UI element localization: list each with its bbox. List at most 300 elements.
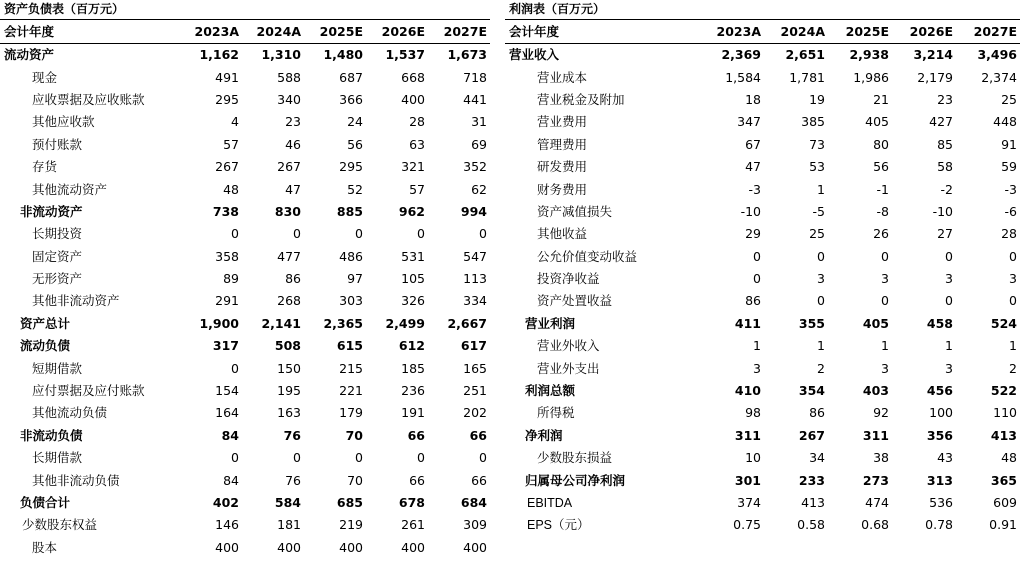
income-statement-cell: -2 [940,181,953,197]
balance-sheet-cell: 66 [471,472,487,488]
income-statement-row-label: 利润总额 [525,383,576,399]
income-statement-cell: 3 [945,360,953,376]
balance-sheet-row-label: 资产总计 [20,315,71,331]
balance-sheet-row-label: 其他非流动资产 [32,293,120,309]
balance-sheet-cell: 1,537 [385,47,425,63]
balance-sheet-cell: 588 [277,69,301,85]
income-statement-cell: 0.58 [797,517,825,533]
income-statement-cell: 3 [1009,271,1017,287]
income-statement-cell: 19 [809,91,825,107]
balance-sheet-row [0,268,490,290]
balance-sheet-cell: 366 [339,91,363,107]
income-statement-row-label: 资产处置收益 [537,293,613,309]
balance-sheet-cell: 0 [355,226,363,242]
balance-sheet-row [0,223,490,245]
balance-sheet-cell: 84 [221,427,239,443]
balance-sheet-cell: 219 [339,517,363,533]
income-statement-cell: -3 [748,181,761,197]
balance-sheet-cell: 48 [223,181,239,197]
income-statement-cell: 3 [753,360,761,376]
income-statement-cell: -10 [740,203,761,219]
income-statement-cell: 3,214 [913,47,953,63]
income-statement-cell: 3 [945,271,953,287]
income-statement-cell: 38 [873,450,889,466]
income-statement-title: 利润表（百万元） [505,0,1020,20]
income-statement-cell: 301 [734,472,761,488]
income-statement-cell: 53 [809,159,825,175]
income-statement-row [505,357,1020,379]
balance-sheet-row-label: 其他应收款 [32,114,95,130]
income-statement-cell: 413 [801,495,825,510]
balance-sheet-cell: 0 [293,450,301,466]
balance-sheet-row [0,447,490,469]
balance-sheet-cell: 66 [407,427,425,443]
balance-sheet-header-year: 2026E [366,20,428,44]
income-statement-cell: 448 [993,114,1017,130]
income-statement-cell: 273 [862,472,889,488]
income-statement-cell: 403 [862,383,889,399]
balance-sheet-row [0,178,490,200]
income-statement-row [505,89,1020,111]
income-statement-cell: 48 [1001,450,1017,466]
balance-sheet-cell: 0 [355,450,363,466]
income-statement-table [505,20,1020,537]
balance-sheet-cell: 86 [285,271,301,287]
income-statement-cell: -5 [812,203,825,219]
balance-sheet-cell: 2,141 [261,315,301,331]
balance-sheet-cell: 70 [347,472,363,488]
income-statement-cell: 3 [881,271,889,287]
balance-sheet-cell: 70 [345,427,363,443]
income-statement-cell: 413 [990,427,1017,443]
balance-sheet-cell: 23 [285,114,301,130]
income-statement-cell: 0 [817,293,825,309]
balance-sheet-cell: 221 [339,383,363,399]
balance-sheet-row-label: 非流动资产 [20,203,83,219]
balance-sheet-cell: 1,900 [199,315,239,331]
income-statement-row [505,380,1020,402]
balance-sheet-cell: 0 [293,226,301,242]
income-statement-cell: 110 [993,405,1017,421]
income-statement-row [505,268,1020,290]
income-statement-row-label: 营业收入 [509,47,560,63]
balance-sheet-row [0,66,490,88]
balance-sheet-row [0,201,490,223]
balance-sheet-cell: 2,499 [385,315,425,331]
balance-sheet-cell: 165 [463,360,487,376]
balance-sheet-row-label: 其他流动资产 [32,181,108,197]
balance-sheet-cell: 718 [463,69,487,85]
balance-sheet-cell: 402 [212,495,239,510]
income-statement-cell: 10 [745,450,761,466]
balance-sheet-cell: 615 [336,338,363,354]
balance-sheet-cell: 31 [471,114,487,130]
balance-sheet-row [0,402,490,424]
income-statement-cell: 1 [753,338,761,354]
balance-sheet-cell: 295 [339,159,363,175]
balance-sheet-cell: 4 [231,114,239,130]
income-statement-cell: 458 [926,315,953,331]
balance-sheet-table [0,20,490,559]
income-statement-cell: 2,374 [981,69,1017,85]
income-statement-header-year: 2024A [764,20,828,44]
balance-sheet-cell: 531 [401,248,425,264]
balance-sheet-header-row [0,20,490,44]
income-statement-cell: 2,938 [849,47,889,63]
balance-sheet-cell: 113 [463,271,487,287]
income-statement-cell: 1,584 [725,69,761,85]
balance-sheet-row-label: 负债合计 [20,495,71,510]
balance-sheet-cell: 57 [223,136,239,152]
balance-sheet-row-label: 流动资产 [4,47,55,63]
balance-sheet-cell: 267 [277,159,301,175]
income-statement-cell: 3 [881,360,889,376]
balance-sheet-cell: 261 [401,517,425,533]
income-statement-cell: 311 [862,427,889,443]
balance-sheet-cell: 508 [274,338,301,354]
balance-sheet-header-year: 2025E [304,20,366,44]
income-statement-cell: 456 [926,383,953,399]
balance-sheet-cell: 291 [215,293,239,309]
balance-sheet-row [0,290,490,312]
income-statement-cell: 43 [937,450,953,466]
balance-sheet-cell: 486 [339,248,363,264]
balance-sheet-row [0,111,490,133]
income-statement-cell: 3,496 [977,47,1017,63]
income-statement-cell: 0 [753,271,761,287]
income-statement-row [505,111,1020,133]
income-statement-row-label: 其他收益 [537,226,588,242]
income-statement-row [505,201,1020,223]
income-statement-row-label: 公允价值变动收益 [537,248,638,264]
balance-sheet-row-label: 长期投资 [32,226,83,242]
balance-sheet-cell: 584 [274,495,301,510]
balance-sheet-row-label: 其他非流动负债 [32,472,120,488]
income-statement-cell: 1 [881,338,889,354]
balance-sheet-row [0,514,490,536]
income-statement-cell: 411 [734,315,761,331]
balance-sheet-cell: 89 [223,271,239,287]
balance-sheet-cell: 2,365 [323,315,363,331]
income-statement-row [505,134,1020,156]
balance-sheet-row [0,537,490,559]
income-statement-cell: -8 [876,203,889,219]
income-statement-row [505,178,1020,200]
balance-sheet-cell: 303 [339,293,363,309]
income-statement-row [505,335,1020,357]
income-statement-cell: 34 [809,450,825,466]
balance-sheet-cell: 63 [409,136,425,152]
balance-sheet-row [0,380,490,402]
income-statement-row-label: 财务费用 [537,181,588,197]
balance-sheet-cell: 617 [460,338,487,354]
balance-sheet-cell: 28 [409,114,425,130]
balance-sheet-cell: 334 [463,293,487,309]
income-statement-cell: 0 [881,248,889,264]
balance-sheet-cell: 1,310 [261,47,301,63]
income-statement-cell: 609 [993,495,1017,510]
income-statement-header-year: 2026E [892,20,956,44]
balance-sheet-cell: 400 [401,539,425,555]
income-statement-cell: 1,781 [789,69,825,85]
balance-sheet-row-label: 固定资产 [32,248,83,264]
balance-sheet-cell: 97 [347,271,363,287]
balance-sheet-cell: 105 [401,271,425,287]
balance-sheet-cell: 0 [231,226,239,242]
income-statement-cell: 347 [737,114,761,130]
balance-sheet-cell: 66 [409,472,425,488]
income-statement-row [505,514,1020,536]
balance-sheet-row [0,89,490,111]
income-statement-cell: 311 [734,427,761,443]
balance-sheet-row-label: 长期借款 [32,450,83,466]
balance-sheet-cell: 46 [285,136,301,152]
balance-sheet-cell: 321 [401,159,425,175]
balance-sheet-cell: 317 [212,338,239,354]
income-statement-cell: 28 [1001,226,1017,242]
income-statement-cell: 374 [737,495,761,510]
income-statement-row-label: 净利润 [525,427,563,443]
balance-sheet-row-label: 现金 [32,69,58,85]
income-statement-row-label: 所得税 [537,405,575,421]
income-statement-cell: 474 [865,495,889,510]
balance-sheet-cell: 251 [463,383,487,399]
balance-sheet-cell: 164 [215,405,239,421]
balance-sheet-row [0,492,490,514]
income-statement-row-label: EPS（元） [527,518,590,533]
balance-sheet-cell: 612 [398,338,425,354]
balance-sheet-row-label: 应收票据及应收账款 [32,91,145,107]
balance-sheet-cell: 0 [231,450,239,466]
income-statement-cell: 0.68 [861,517,889,533]
balance-sheet-row [0,246,490,268]
income-statement-cell: 355 [798,315,825,331]
income-statement-cell: 98 [745,405,761,421]
balance-sheet-cell: 52 [347,181,363,197]
income-statement-cell: 25 [1001,91,1017,107]
balance-sheet-cell: 687 [339,69,363,85]
balance-sheet-header-year: 2023A [180,20,242,44]
balance-sheet-cell: 962 [398,203,425,219]
balance-sheet-row [0,313,490,335]
balance-sheet-cell: 295 [215,91,239,107]
income-statement-cell: 522 [990,383,1017,399]
balance-sheet-cell: 678 [398,495,425,510]
balance-sheet-title: 资产负债表（百万元） [0,0,490,20]
balance-sheet-cell: 163 [277,405,301,421]
balance-sheet-cell: 268 [277,293,301,309]
balance-sheet-cell: 400 [277,539,301,555]
income-statement-cell: 385 [801,114,825,130]
income-statement-row [505,290,1020,312]
balance-sheet-cell: 191 [401,405,425,421]
income-statement-row [505,425,1020,447]
income-statement-row-label: 营业成本 [537,69,588,85]
income-statement-cell: 100 [929,405,953,421]
balance-sheet-row-label: 应付票据及应付账款 [32,383,145,399]
balance-sheet-row-label: 流动负债 [20,338,71,354]
balance-sheet-cell: 309 [463,517,487,533]
income-statement-cell: 26 [873,226,889,242]
balance-sheet-row-label: 预付账款 [32,136,83,152]
balance-sheet-cell: 0 [231,360,239,376]
income-statement-cell: 405 [862,315,889,331]
balance-sheet-cell: 181 [277,517,301,533]
income-statement-cell: -1 [876,181,889,197]
income-statement-row-label: 营业利润 [525,315,576,331]
balance-sheet-row [0,156,490,178]
income-statement-cell: 86 [745,293,761,309]
balance-sheet-row-label: 存货 [32,159,58,175]
income-statement-row [505,223,1020,245]
balance-sheet-cell: 477 [277,248,301,264]
income-statement-cell: 27 [937,226,953,242]
income-statement-row [505,313,1020,335]
income-statement-row [505,246,1020,268]
income-statement-cell: 25 [809,226,825,242]
income-statement-cell: 29 [745,226,761,242]
income-statement-row [505,402,1020,424]
balance-sheet-header-label: 会计年度 [0,20,180,44]
income-statement-cell: 1,986 [853,69,889,85]
balance-sheet-cell: 685 [336,495,363,510]
income-statement-row [505,492,1020,514]
income-statement-cell: 0.78 [925,517,953,533]
balance-sheet-cell: 994 [460,203,487,219]
income-statement-cell: 80 [873,136,889,152]
income-statement-cell: 47 [745,159,761,175]
balance-sheet-cell: 684 [460,495,487,510]
balance-sheet-header-year: 2027E [428,20,490,44]
income-statement-cell: 86 [809,405,825,421]
income-statement-row-label: 管理费用 [537,136,588,152]
income-statement-cell: 1 [817,181,825,197]
balance-sheet-cell: 547 [463,248,487,264]
balance-sheet-cell: 491 [215,69,239,85]
income-statement-cell: 92 [873,405,889,421]
income-statement-cell: 2,179 [917,69,953,85]
income-statement-cell: 427 [929,114,953,130]
income-statement-cell: 2 [817,360,825,376]
balance-sheet-cell: 885 [336,203,363,219]
income-statement-cell: 0.91 [989,517,1017,533]
income-statement-row-label: 营业外收入 [537,338,600,354]
income-statement-header-year: 2027E [956,20,1020,44]
balance-sheet-cell: 76 [285,472,301,488]
income-statement-cell: -10 [932,203,953,219]
balance-sheet-cell: 185 [401,360,425,376]
income-statement-cell: 23 [937,91,953,107]
balance-sheet-row-label: 少数股东权益 [22,517,98,533]
income-statement-cell: 0 [945,293,953,309]
income-statement-cell: 354 [798,383,825,399]
income-statement-row [505,469,1020,491]
income-statement-cell: 21 [873,91,889,107]
balance-sheet-row [0,134,490,156]
balance-sheet-cell: 358 [215,248,239,264]
income-statement-header-year: 2025E [828,20,892,44]
income-statement-cell: 0 [1009,293,1017,309]
balance-sheet-row-label: 其他流动负债 [32,405,108,421]
income-statement-cell: 2,651 [785,47,825,63]
income-statement-row [505,44,1020,67]
income-statement-row-label: 研发费用 [537,159,588,175]
balance-sheet-cell: 195 [277,383,301,399]
balance-sheet-row [0,335,490,357]
income-statement-row [505,156,1020,178]
balance-sheet-cell: 0 [479,226,487,242]
income-statement-header-row [505,20,1020,44]
balance-sheet-cell: 1,162 [199,47,239,63]
income-statement-header-year: 2023A [700,20,764,44]
income-statement-cell: 58 [937,159,953,175]
balance-sheet-row-label: 无形资产 [32,271,83,287]
balance-sheet-cell: 668 [401,69,425,85]
income-statement-cell: 67 [745,136,761,152]
income-statement-cell: 536 [929,495,953,510]
income-statement-row-label: 资产减值损失 [537,203,613,219]
income-statement-cell: 0 [753,248,761,264]
income-statement-cell: 0 [817,248,825,264]
income-statement-cell: 1 [1009,338,1017,354]
balance-sheet-cell: 24 [347,114,363,130]
income-statement-cell: 365 [990,472,1017,488]
income-statement-cell: 18 [745,91,761,107]
income-statement-row-label: EBITDA [527,496,573,510]
income-statement-cell: 405 [865,114,889,130]
income-statement-cell: 267 [798,427,825,443]
balance-sheet-row [0,44,490,67]
income-statement-cell: 524 [990,315,1017,331]
balance-sheet-cell: 441 [463,91,487,107]
balance-sheet-cell: 47 [285,181,301,197]
income-statement-cell: 313 [926,472,953,488]
balance-sheet-cell: 66 [469,427,487,443]
balance-sheet-cell: 400 [339,539,363,555]
balance-sheet-cell: 1,673 [447,47,487,63]
balance-sheet-cell: 69 [471,136,487,152]
balance-sheet-cell: 84 [223,472,239,488]
balance-sheet-cell: 738 [212,203,239,219]
balance-sheet-cell: 0 [417,450,425,466]
balance-sheet-cell: 57 [409,181,425,197]
balance-sheet-cell: 0 [417,226,425,242]
income-statement-cell: 0 [881,293,889,309]
income-statement-cell: 91 [1001,136,1017,152]
balance-sheet-cell: 179 [339,405,363,421]
balance-sheet-row [0,357,490,379]
income-statement-cell: 73 [809,136,825,152]
balance-sheet-cell: 400 [401,91,425,107]
income-statement-panel [505,0,1020,537]
income-statement-row [505,66,1020,88]
balance-sheet-cell: 352 [463,159,487,175]
income-statement-cell: 0.75 [733,517,761,533]
balance-sheet-row-label: 短期借款 [32,360,83,376]
income-statement-cell: 356 [926,427,953,443]
balance-sheet-cell: 2,667 [447,315,487,331]
income-statement-cell: 410 [734,383,761,399]
balance-sheet-row-label: 股本 [32,539,58,555]
income-statement-cell: 2 [1009,360,1017,376]
income-statement-cell: -3 [1004,181,1017,197]
income-statement-row-label: 少数股东损益 [537,450,613,466]
balance-sheet-cell: 326 [401,293,425,309]
balance-sheet-panel [0,0,490,559]
balance-sheet-cell: 400 [463,539,487,555]
balance-sheet-cell: 76 [283,427,301,443]
income-statement-cell: 59 [1001,159,1017,175]
